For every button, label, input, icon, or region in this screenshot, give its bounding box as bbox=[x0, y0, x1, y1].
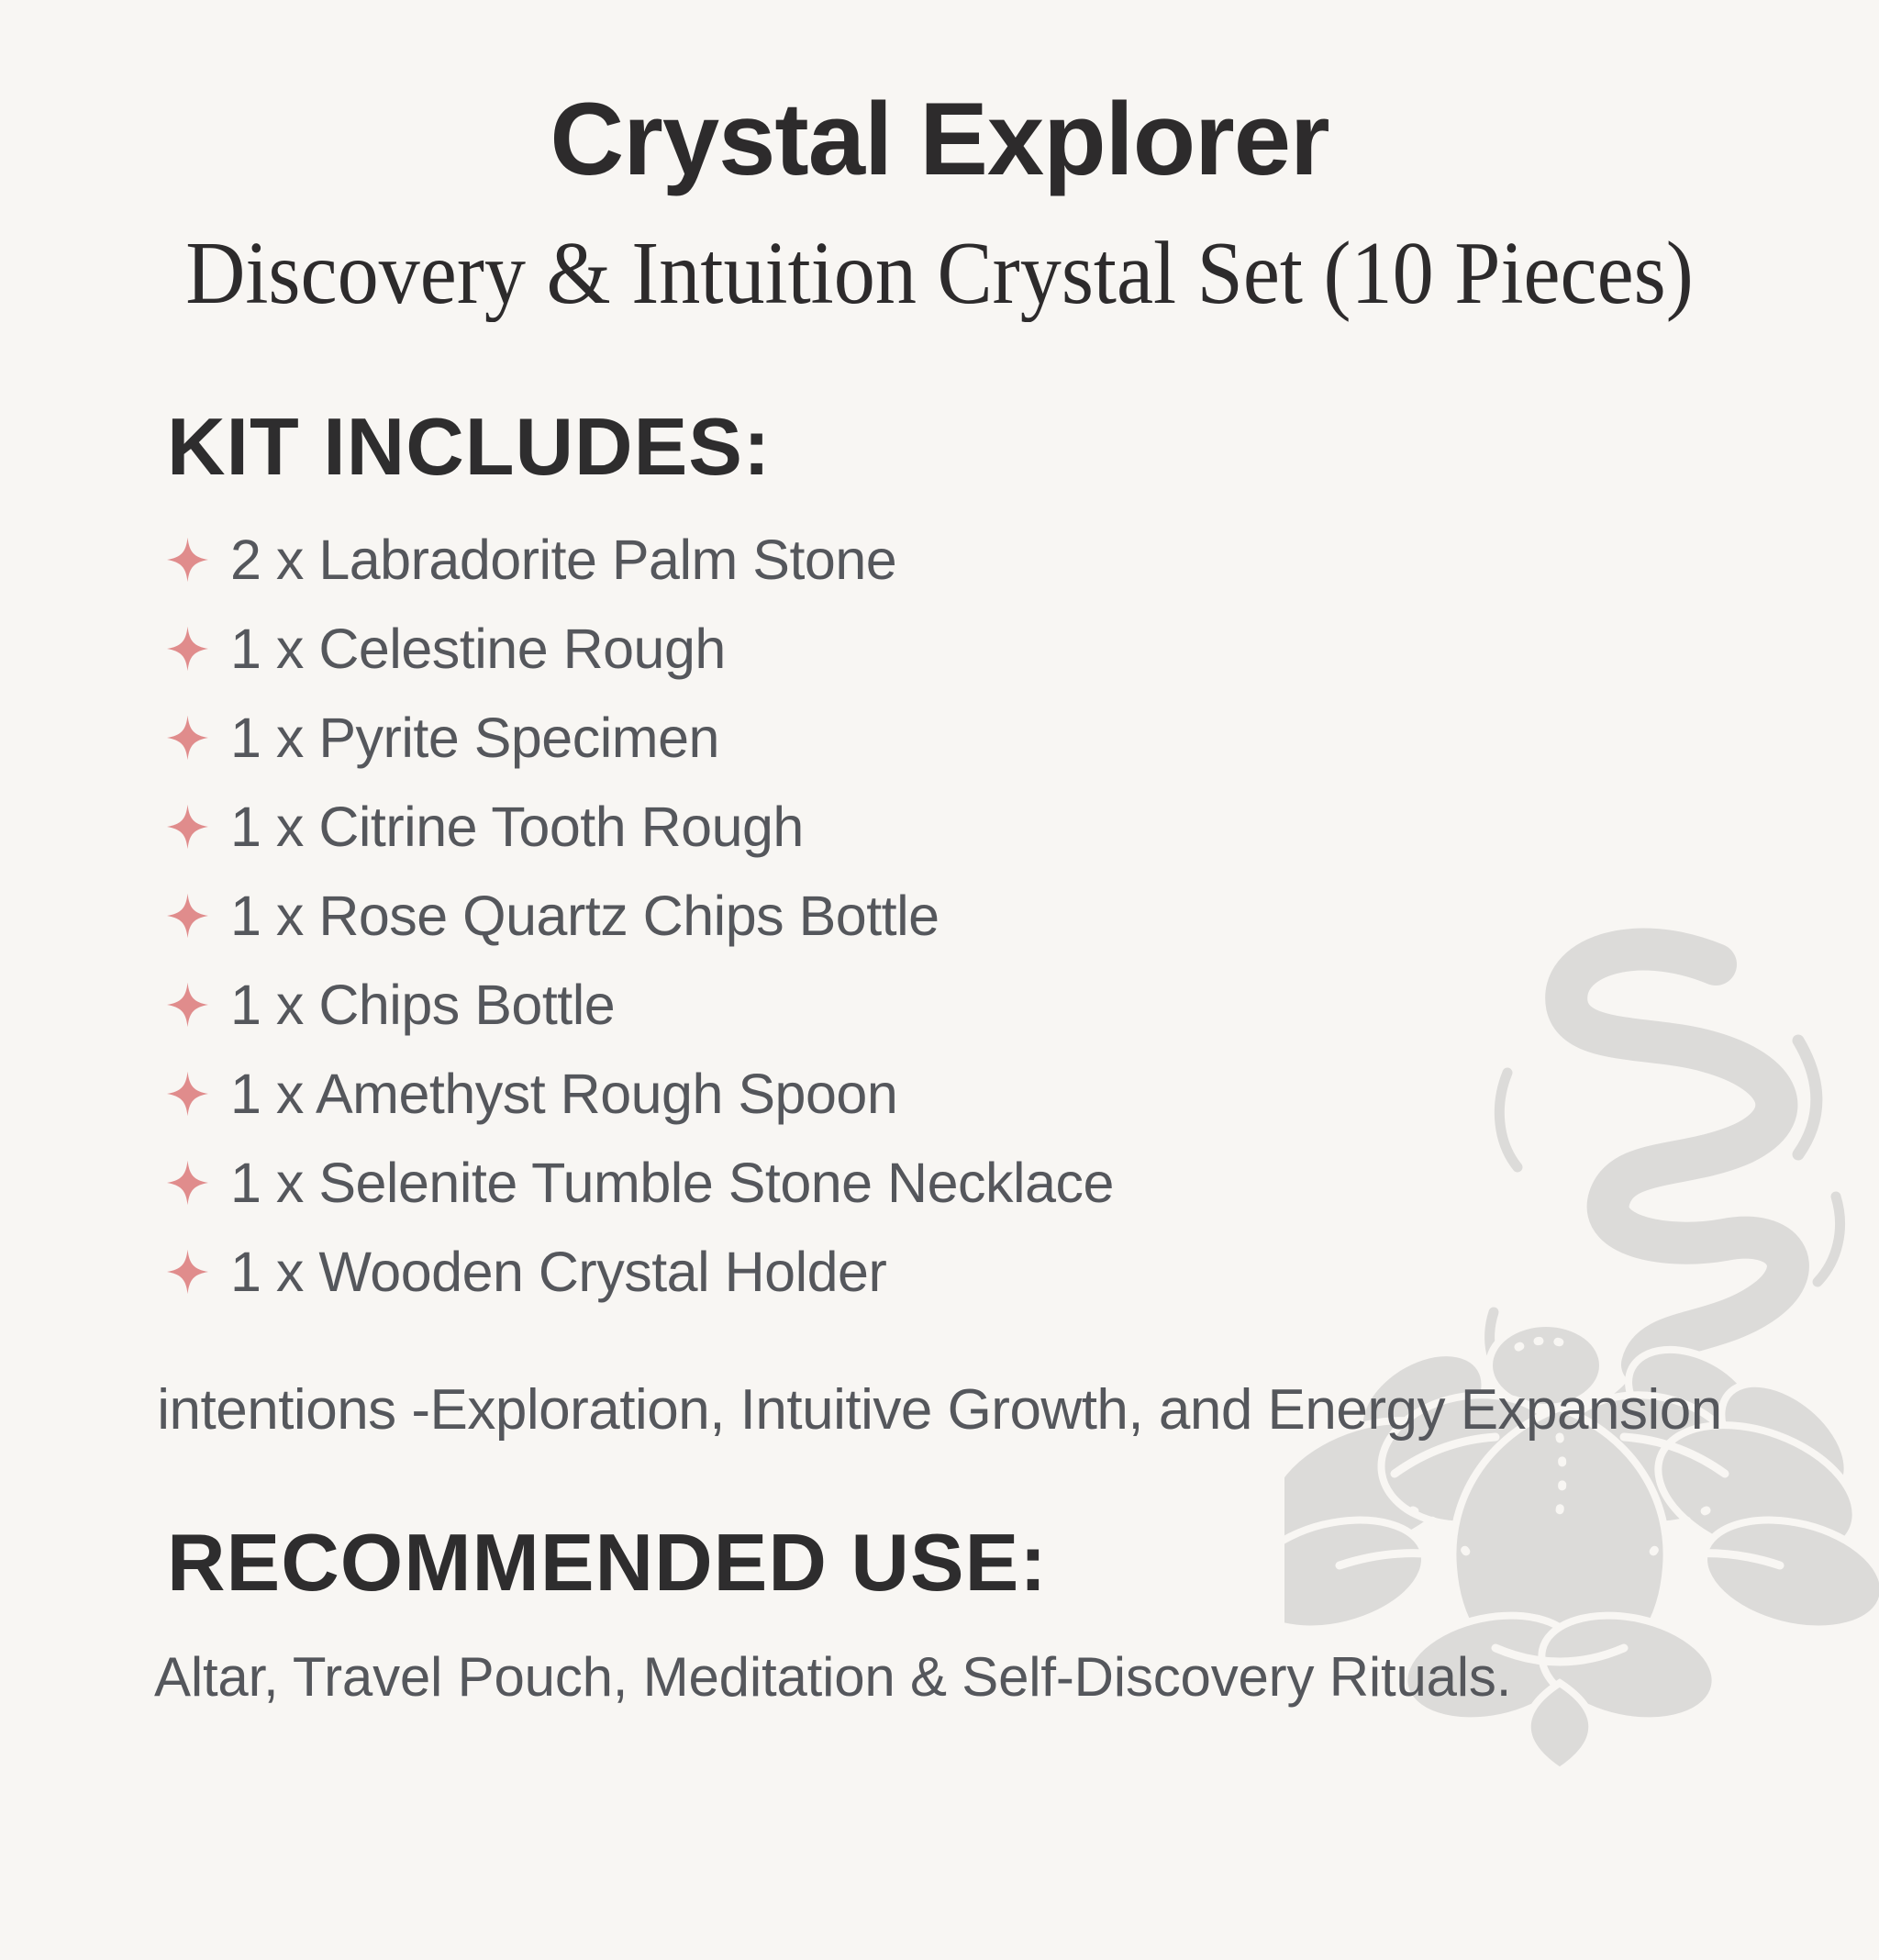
kit-item-label: 1 x Celestine Rough bbox=[230, 617, 726, 680]
recommended-use-section bbox=[154, 1516, 1879, 1709]
kit-item-label: 1 x Citrine Tooth Rough bbox=[230, 795, 804, 858]
sparkle-bullet-icon bbox=[167, 1071, 208, 1117]
sparkle-bullet-icon bbox=[167, 626, 208, 672]
kit-list-item bbox=[167, 515, 1879, 604]
sparkle-bullet-icon bbox=[167, 893, 208, 939]
kit-section bbox=[167, 401, 1879, 1316]
content bbox=[0, 81, 1879, 1709]
kit-list-item bbox=[167, 960, 1879, 1049]
sparkle-bullet-icon bbox=[167, 1160, 208, 1206]
kit-item-label: 1 x Wooden Crystal Holder bbox=[230, 1240, 887, 1303]
kit-list-item bbox=[167, 1138, 1879, 1227]
sparkle-bullet-icon bbox=[167, 715, 208, 761]
kit-list-item bbox=[167, 871, 1879, 960]
sparkle-bullet-icon bbox=[167, 982, 208, 1028]
sparkle-bullet-icon bbox=[167, 1249, 208, 1295]
kit-item-label: 1 x Chips Bottle bbox=[230, 973, 616, 1036]
kit-item-label: 1 x Selenite Tumble Stone Necklace bbox=[230, 1151, 1114, 1214]
kit-item-label: 1 x Amethyst Rough Spoon bbox=[230, 1062, 898, 1125]
kit-item-label: 2 x Labradorite Palm Stone bbox=[230, 528, 897, 591]
sparkle-bullet-icon bbox=[167, 537, 208, 583]
recommended-use-heading: RECOMMENDED USE: bbox=[167, 1516, 1048, 1608]
kit-list-item bbox=[167, 693, 1879, 782]
kit-list-item bbox=[167, 782, 1879, 871]
kit-list-item bbox=[167, 604, 1879, 693]
kit-list-item bbox=[167, 1049, 1879, 1138]
recommended-use-text: Altar, Travel Pouch, Meditation & Self-Discovery Rituals. bbox=[154, 1645, 1512, 1708]
kit-list-item bbox=[167, 1227, 1879, 1316]
product-info-card bbox=[0, 81, 1879, 1960]
intentions-text: intentions -Exploration, Intuitive Growth, and Energy Expansion bbox=[157, 1378, 1722, 1442]
kit-item-label: 1 x Rose Quartz Chips Bottle bbox=[230, 884, 940, 947]
sparkle-bullet-icon bbox=[167, 804, 208, 850]
page-title: Crystal Explorer bbox=[550, 82, 1329, 196]
page-subtitle: Discovery & Intuition Crystal Set (10 Pieces) bbox=[185, 223, 1694, 322]
kit-heading: KIT INCLUDES: bbox=[167, 401, 772, 493]
kit-item-label: 1 x Pyrite Specimen bbox=[230, 706, 719, 769]
kit-list bbox=[167, 515, 1879, 1316]
